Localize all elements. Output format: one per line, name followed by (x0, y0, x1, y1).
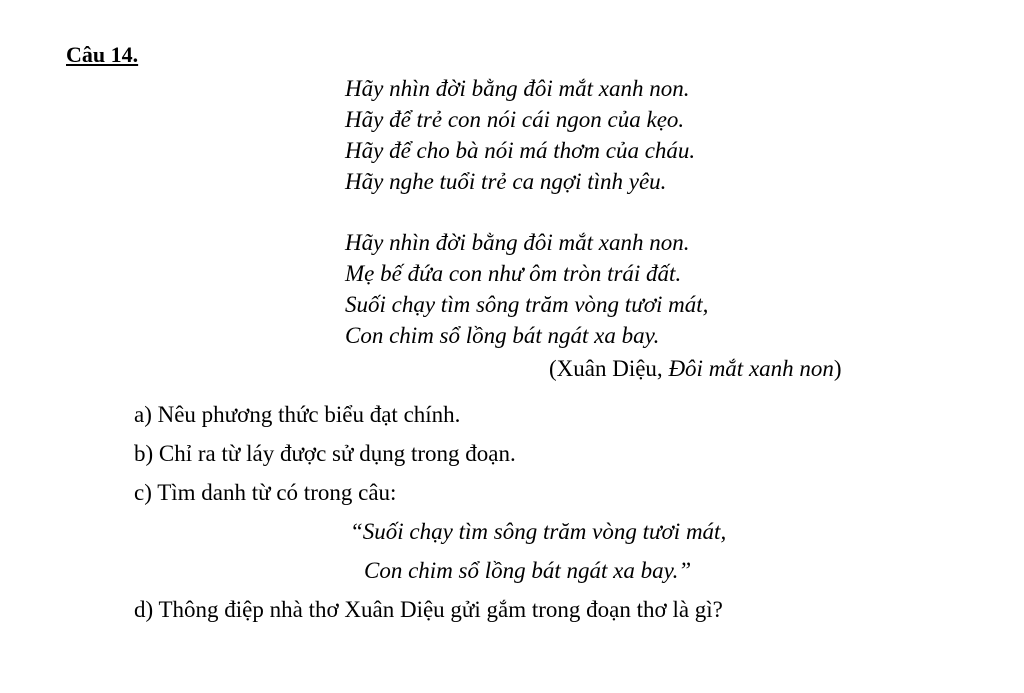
source-close: ) (833, 356, 842, 381)
poem-line: Hãy để cho bà nói má thơm của cháu. (345, 138, 696, 163)
poem-source (549, 353, 842, 384)
poem (345, 73, 708, 351)
poem-line: Hãy nhìn đời bằng đôi mắt xanh non. (345, 76, 690, 101)
poem-line: Hãy nghe tuổi trẻ ca ngợi tình yêu. (345, 169, 667, 194)
question-a: a) Nêu phương thức biểu đạt chính. (134, 402, 461, 427)
poem-line: Mẹ bế đứa con như ôm tròn trái đất. (345, 261, 682, 286)
question-title: Câu 14. (66, 42, 139, 67)
question-c: c) Tìm danh từ có trong câu: (134, 480, 397, 505)
question-d: d) Thông điệp nhà thơ Xuân Diệu gửi gắm trong đoạn thơ là gì? (134, 597, 723, 622)
quoted-line-2: Con chim sổ lồng bát ngát xa bay.” (364, 558, 692, 583)
poem-line: Suối chạy tìm sông trăm vòng tươi mát, (345, 292, 709, 317)
source-work-title: Đôi mắt xanh non (668, 356, 834, 381)
question-b: b) Chỉ ra từ láy được sử dụng trong đoạn. (134, 441, 516, 466)
poem-line: Hãy để trẻ con nói cái ngon của kẹo. (345, 107, 685, 132)
stanza-gap (345, 197, 708, 227)
quoted-line-1: “Suối chạy tìm sông trăm vòng tươi mát, (350, 519, 727, 544)
poem-line: Con chim sổ lồng bát ngát xa bay. (345, 323, 660, 348)
source-author: (Xuân Diệu, (549, 356, 669, 381)
poem-line: Hãy nhìn đời bằng đôi mắt xanh non. (345, 230, 690, 255)
